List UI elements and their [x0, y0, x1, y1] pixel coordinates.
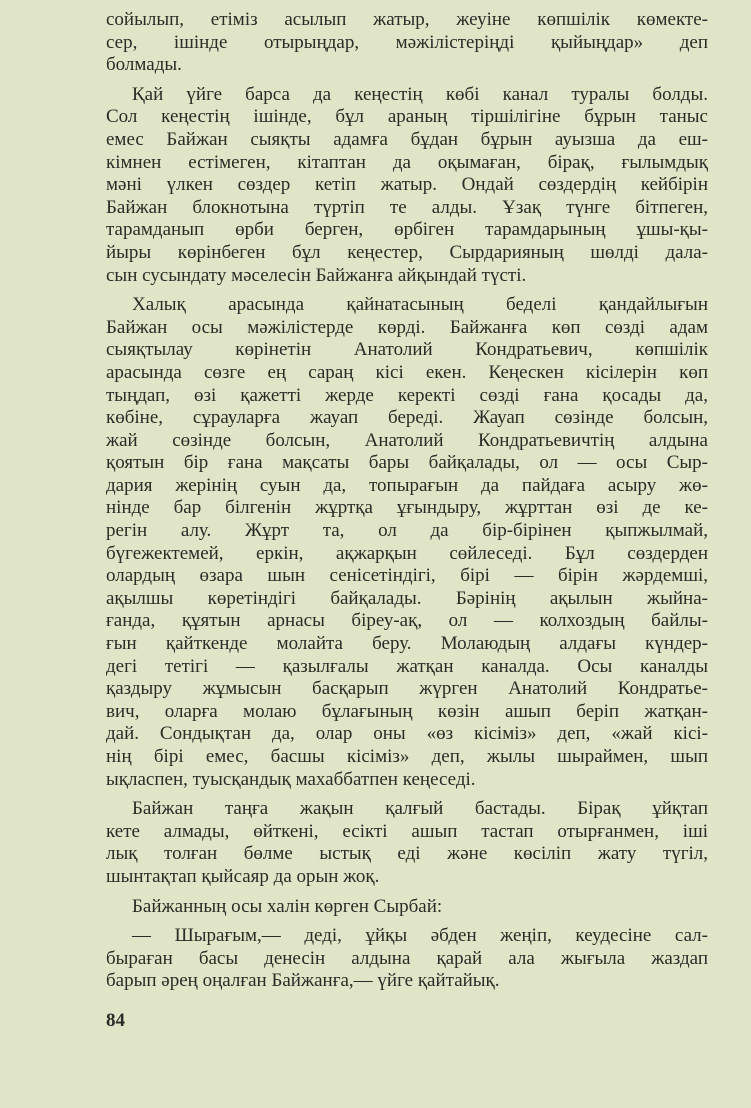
- text-line: сыяқтылау көрінетін Анатолий Кондратьевич, көпшілік: [106, 339, 708, 361]
- text-line: арасында сөзге ең сараң кісі екен. Кеңескен кісілерін көп: [106, 361, 708, 383]
- text-line: кете алмады, өйткені, есікті ашып тастап отырғанмен, іші: [106, 820, 708, 842]
- paragraph: [106, 9, 708, 77]
- text-line: кімнен естімеген, кітаптан да оқымаған, бірақ, ғылымдық: [106, 151, 708, 173]
- text-line: мәні үлкен сөздер кетіп жатыр. Ондай сөздердің кейбірін: [106, 174, 708, 196]
- text-line: Байжанның осы халін көрген Сырбай:: [132, 895, 443, 917]
- text-line: тыңдап, өзі қажетті жерде керекті сөзді ғана қосады да,: [106, 384, 708, 406]
- text-line: сер, ішінде отырыңдар, мәжілістеріңді қыйыңдар» деп: [106, 31, 708, 53]
- text-line: Қай үйге барса да кеңестің көбі канал туралы болды.: [132, 83, 708, 105]
- text-line: қоятын бір ғана мақсаты бары байқалады, ол — осы Сыр-: [106, 452, 708, 474]
- text-line: шынтақтап қыйсаяр да орын жоқ.: [106, 865, 380, 887]
- text-line: Байжан блокнотына түртіп те алды. Ұзақ түнге бітпеген,: [106, 196, 708, 218]
- text-line: Сол кеңестің ішінде, бұл араның тіршілігіне бұрын таныс: [106, 106, 708, 128]
- text-line: болмады.: [106, 54, 182, 76]
- paragraph: [106, 896, 708, 919]
- text-line: ақылшы көретіндігі байқалады. Бәрінің ақылын жыйна-: [106, 587, 708, 609]
- text-line: жай сөзінде болсын, Анатолий Кондратьевичтің алдына: [106, 429, 708, 451]
- text-line: ғанда, құятын арнасы біреу-ақ, ол — колхоздың байлы-: [106, 610, 708, 632]
- paragraph: [106, 294, 708, 791]
- text-line: йыры көрінбеген бұл кеңестер, Сырдарияның шөлді дала-: [106, 241, 708, 263]
- text-line: дай. Сондықтан да, олар оны «өз кісіміз» деп, «жай кісі-: [106, 723, 708, 745]
- text-line: барып әрең оңалған Байжанға,— үйге қайтайық.: [106, 970, 500, 992]
- paragraph: [106, 798, 708, 888]
- page-number: 84: [106, 1010, 125, 1031]
- text-line: Байжан осы мәжілістерде көрді. Байжанға көп сөзді адам: [106, 316, 708, 338]
- text-line: регін алу. Жұрт та, ол да бір-бірінен қыпжылмай,: [106, 520, 708, 542]
- text-line: быраған басы денесін алдына қарай ала жығыла жаздап: [106, 947, 708, 969]
- text-line: сойылып, етіміз асылып жатыр, жеуіне көпшілік көмекте-: [106, 9, 708, 30]
- text-line: сын сусындату мәселесін Байжанға айқындай түсті.: [106, 264, 527, 286]
- text-line: Халық арасында қайнатасының беделі қандайлығын: [132, 294, 708, 316]
- text-line: нінде бар білгенін жұртқа ұғындыру, жұрттан өзі де ке-: [106, 497, 708, 519]
- text-line: олардың өзара шын сенісетіндігі, бірі — бірін жәрдемші,: [106, 565, 708, 587]
- text-line: — Шырағым,— деді, ұйқы әбден жеңіп, кеудесіне сал-: [132, 925, 708, 947]
- paragraph: [106, 84, 708, 287]
- page-body-text: [106, 9, 708, 993]
- text-line: тарамданып өрби берген, өрбіген тарамдарының ұшы-қы-: [106, 219, 708, 241]
- text-line: көбіне, сұрауларға жауап береді. Жауап сөзінде болсын,: [106, 407, 708, 429]
- text-line: нің бірі емес, басшы кісіміз» деп, жылы шыраймен, шып: [106, 746, 708, 767]
- paragraph: [106, 925, 708, 993]
- text-line: ықласпен, туысқандық махаббатпен кеңеседі.: [106, 768, 476, 790]
- text-line: дегі тетігі — қазылғалы жатқан каналда. Осы каналды: [106, 655, 708, 677]
- text-line: лық толған бөлме ыстық еді және көсіліп жату түгіл,: [106, 843, 708, 865]
- text-line: ғын қайткенде молайта беру. Молаюдың алдағы күндер-: [106, 633, 708, 655]
- text-line: қаздыру жұмысын басқарып жүрген Анатолий Кондратье-: [106, 678, 708, 700]
- text-line: бүгежектемей, еркін, ақжарқын сөйлеседі. Бұл сөздерден: [106, 542, 708, 564]
- text-line: вич, оларға молаю бұлағының көзін ашып беріп жатқан-: [106, 700, 708, 722]
- text-line: дария жерінің суын да, топырағын да пайдаға асыру жө-: [106, 474, 708, 496]
- text-line: Байжан таңға жақын қалғый бастады. Бірақ ұйқтап: [132, 798, 708, 820]
- text-line: емес Байжан сыяқты адамға бұдан бұрын ауызша да еш-: [106, 128, 708, 150]
